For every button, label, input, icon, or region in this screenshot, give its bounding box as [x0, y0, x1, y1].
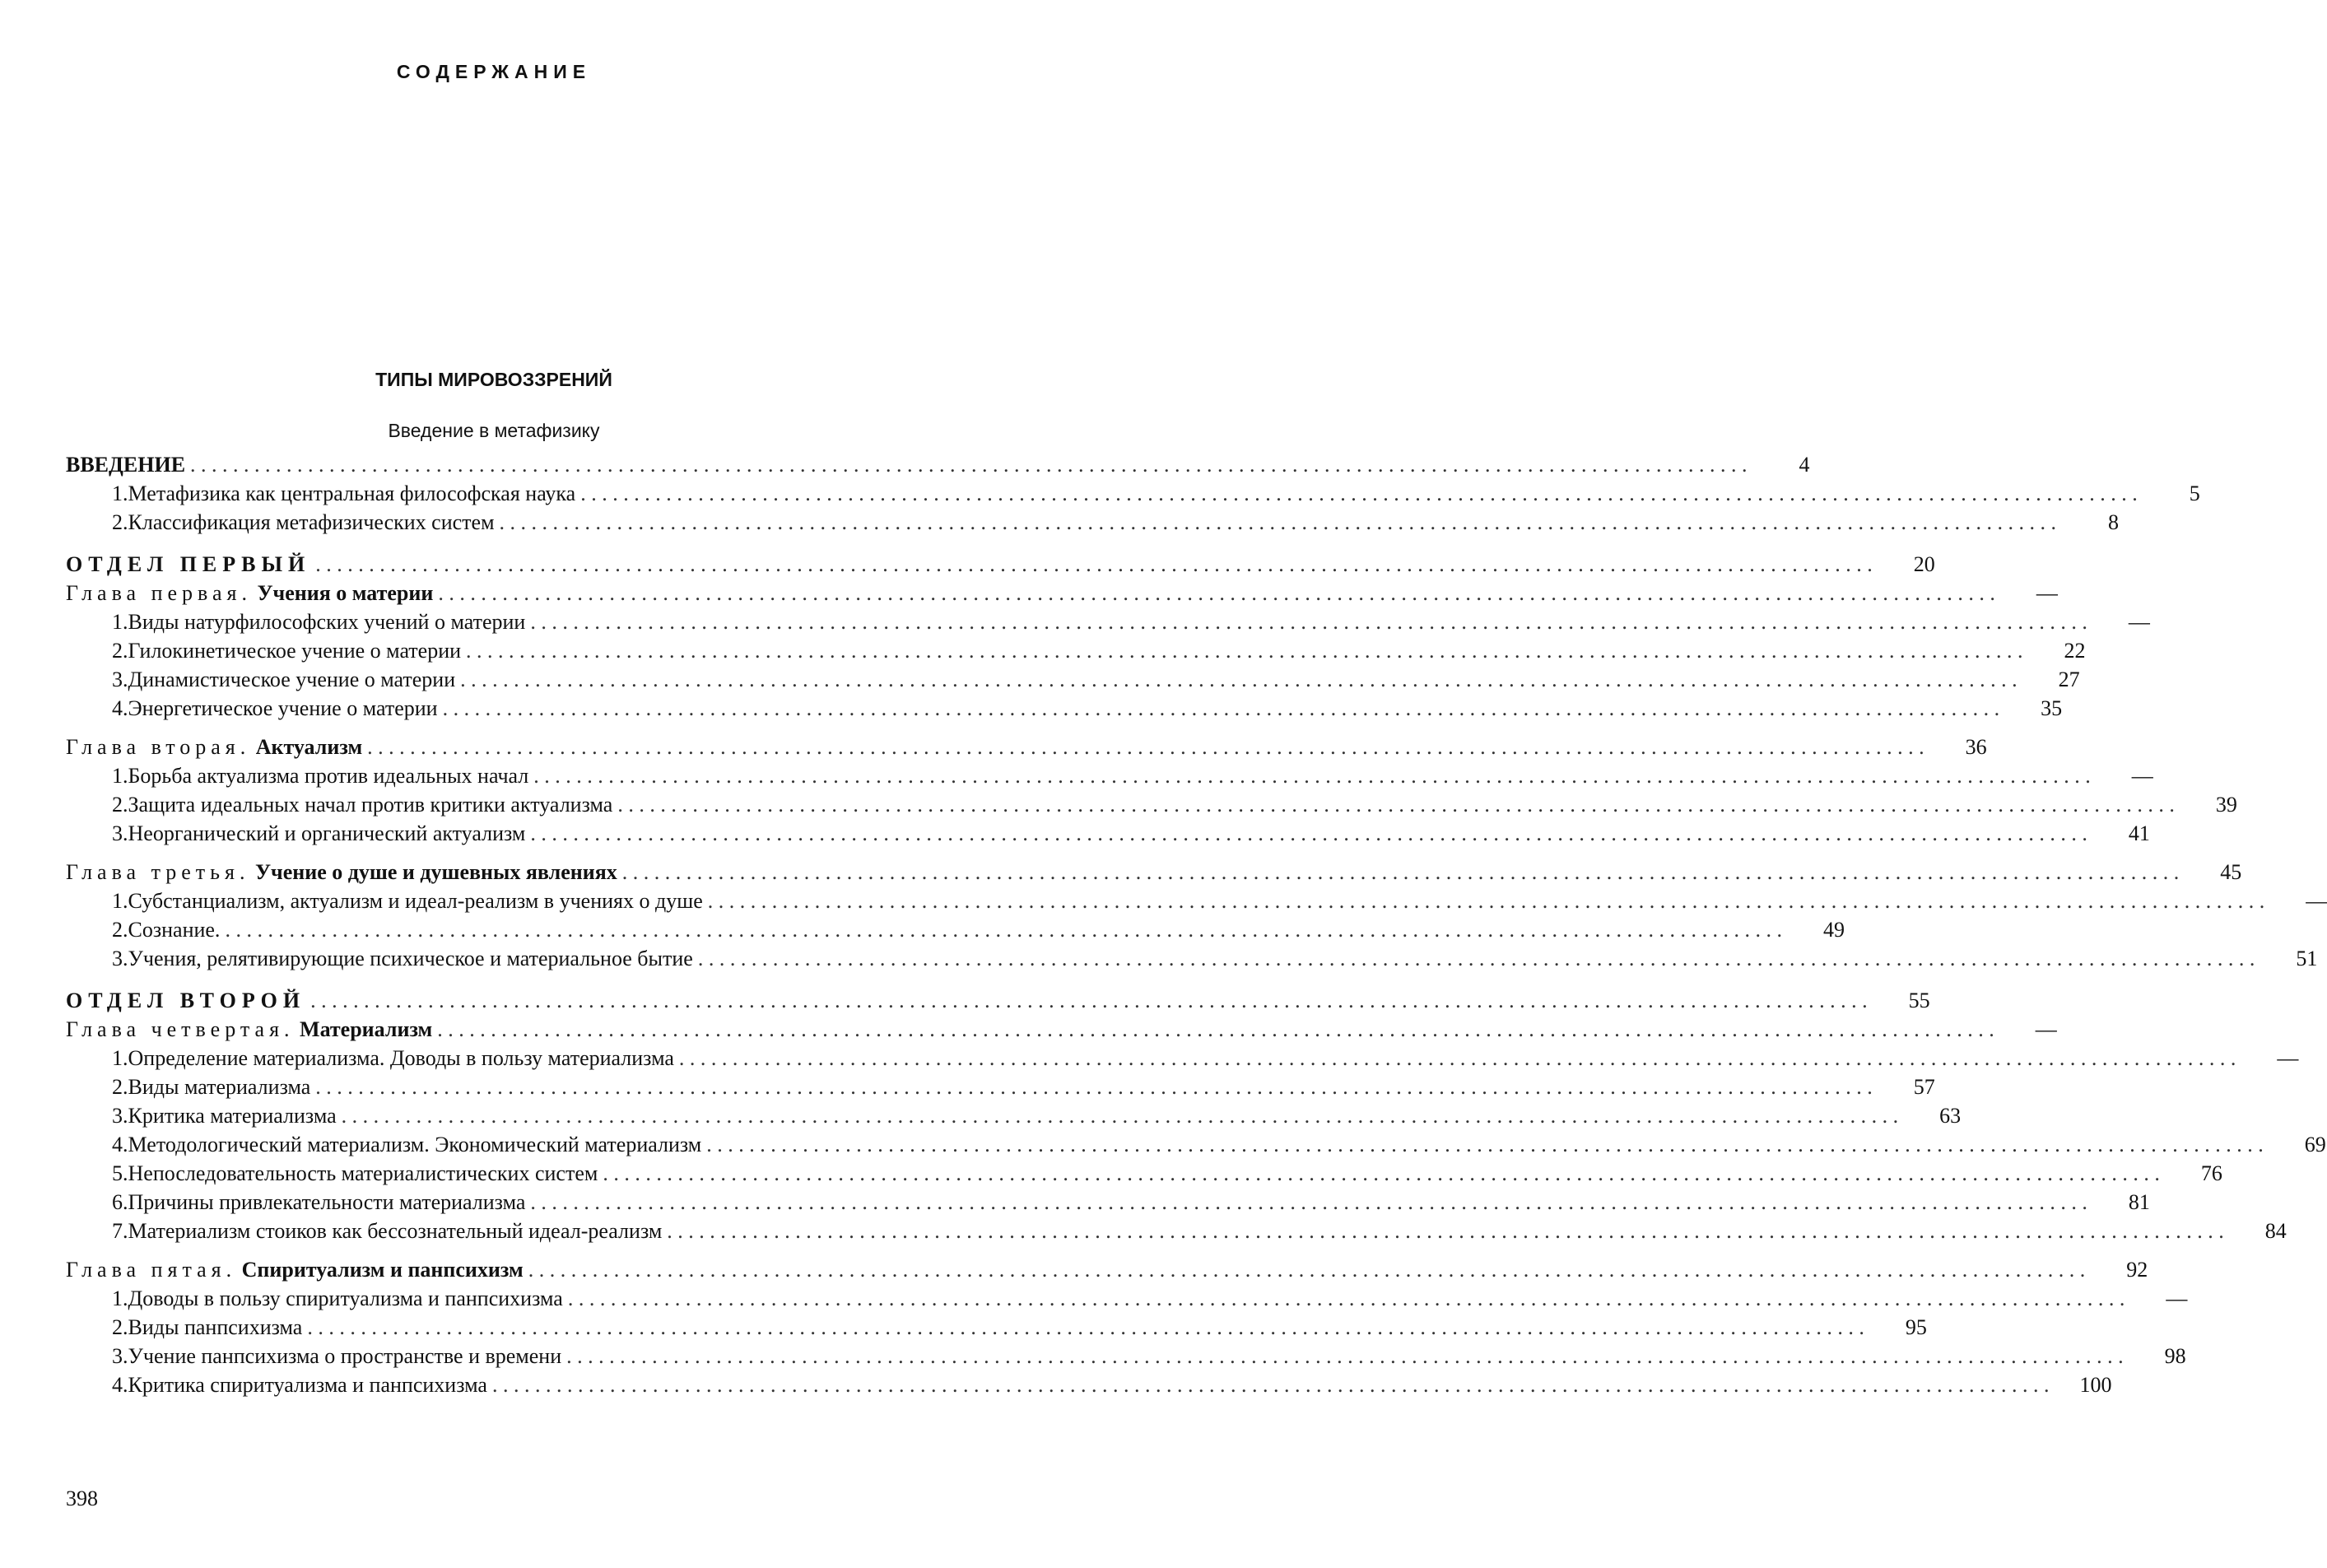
- toc-entry-label: Определение материализма. Доводы в пользу материализма: [128, 1046, 674, 1070]
- toc-page-ref: 39: [2215, 793, 2237, 817]
- toc-page-ref: 49: [1822, 918, 1845, 942]
- toc-item: [66, 639, 2086, 668]
- toc-entry-label: Учения, релятивирующие психическое и материальное бытие: [128, 947, 693, 970]
- toc-entry-label: ОТДЕЛ ПЕРВЫЙ: [66, 552, 311, 576]
- leader-dots: [525, 821, 2092, 846]
- toc-page-ref: —: [2277, 1046, 2299, 1070]
- toc-page-ref: —: [2035, 1017, 2057, 1041]
- item-number: 6.: [112, 1190, 128, 1214]
- toc-page-ref: 69: [2304, 1133, 2326, 1156]
- toc-entry-label: Метафизика как центральная философская наука: [128, 482, 576, 505]
- leader-dots: [432, 1017, 1999, 1042]
- toc-entry-label: Энергетическое учение о материи: [128, 696, 438, 720]
- leader-dots: [310, 552, 1878, 577]
- toc-item: [66, 1161, 2222, 1190]
- item-number: 3.: [112, 668, 128, 691]
- toc-item: [66, 1315, 1927, 1344]
- toc-entry-label: Непоследовательность материалистических систем: [128, 1161, 598, 1185]
- toc-item: [66, 1287, 2188, 1315]
- toc-entry-label: Учение панпсихизма о пространстве и времени: [128, 1344, 562, 1368]
- toc-page-ref: 84: [2264, 1219, 2287, 1243]
- toc-part-two: [66, 989, 1930, 1017]
- toc-page-ref: 76: [2200, 1161, 2222, 1185]
- item-number: 1.: [112, 764, 128, 788]
- toc-page-ref: 55: [1908, 989, 1930, 1012]
- contents-heading: СОДЕРЖАНИЕ: [396, 61, 592, 82]
- toc-entry-label: Неорганический и органический актуализм: [128, 821, 526, 845]
- toc-item: [66, 696, 2063, 725]
- leader-dots: [612, 793, 2180, 817]
- toc-entry-label: Сознание.: [128, 918, 221, 942]
- item-number: 1.: [112, 889, 128, 913]
- table-of-contents: [66, 453, 2327, 1402]
- item-number: 3.: [112, 947, 128, 970]
- item-number: 4.: [112, 1133, 128, 1156]
- chapter-heading: [66, 860, 617, 885]
- toc-item: [66, 947, 2318, 975]
- toc-item: [66, 1046, 2299, 1075]
- chapter-word: Глава пятая.: [66, 1258, 237, 1282]
- leader-dots: [461, 639, 2028, 663]
- toc-page-ref: 22: [2064, 639, 2086, 663]
- toc-entry-label: Причины привлекательности материализма: [128, 1190, 526, 1214]
- leader-dots: [495, 510, 2062, 535]
- toc-entry-label: Субстанциализм, актуализм и идеал-реализм в учениях о душе: [128, 889, 703, 913]
- toc-page-ref: 4: [1799, 453, 1810, 477]
- item-number: 1.: [112, 610, 128, 634]
- toc-item: [66, 889, 2327, 918]
- toc-page-ref: 8: [2108, 510, 2120, 534]
- chapter-word: Глава четвертая.: [66, 1017, 295, 1041]
- leader-dots: [220, 918, 1787, 942]
- toc-entry-label: Материализм стоиков как бессознательный идеал-реализм: [128, 1219, 663, 1243]
- toc-chapter-5: [66, 1258, 2148, 1287]
- toc-page-ref: —: [2128, 610, 2150, 634]
- leader-dots: [487, 1373, 2055, 1398]
- leader-dots: [525, 610, 2092, 635]
- leader-dots: [617, 860, 2185, 885]
- toc-page-ref: 95: [1905, 1315, 1927, 1339]
- leader-dots: [310, 1075, 1878, 1100]
- toc-page-ref: 35: [2041, 696, 2063, 720]
- toc-item: [66, 764, 2153, 793]
- book-title: ТИПЫ МИРОВОЗЗРЕНИЙ: [375, 369, 612, 390]
- leader-dots: [575, 482, 2143, 506]
- book-subtitle: Введение в метафизику: [388, 420, 600, 441]
- toc-page-ref: 20: [1913, 552, 1935, 576]
- toc-page-ref: 41: [2128, 821, 2150, 845]
- chapter-heading: [66, 581, 433, 606]
- toc-chapter-4: [66, 1017, 2057, 1046]
- item-number: 2.: [112, 639, 128, 663]
- toc-page-ref: 27: [2058, 668, 2080, 691]
- leader-dots: [433, 581, 2000, 606]
- item-number: 4.: [112, 1373, 128, 1397]
- item-number: 2.: [112, 918, 128, 942]
- toc-entry-label: Гилокинетическое учение о материи: [128, 639, 462, 663]
- chapter-heading: [66, 735, 362, 760]
- toc-item: [66, 1104, 1962, 1133]
- item-number: 1.: [112, 482, 128, 505]
- item-number: 2.: [112, 793, 128, 817]
- leader-dots: [455, 668, 2022, 692]
- toc-chapter-2: [66, 735, 1987, 764]
- toc-page-ref: —: [2036, 581, 2058, 605]
- toc-page-ref: 57: [1913, 1075, 1935, 1099]
- leader-dots: [362, 735, 1929, 760]
- item-number: 3.: [112, 1344, 128, 1368]
- leader-dots: [674, 1046, 2241, 1071]
- toc-entry-label: Динамистическое учение о материи: [128, 668, 456, 691]
- toc-entry-label: Доводы в пользу спиритуализма и панпсихизма: [128, 1287, 563, 1310]
- toc-page-ref: 36: [1965, 735, 1987, 759]
- toc-page-ref: 81: [2128, 1190, 2150, 1214]
- toc-page-ref: —: [2306, 889, 2327, 913]
- item-number: 1.: [112, 1287, 128, 1310]
- leader-dots: [563, 1287, 2130, 1311]
- leader-dots: [561, 1344, 2129, 1369]
- toc-entry-label: Виды натурфилософских учений о материи: [128, 610, 526, 634]
- toc-page-ref: —: [2131, 764, 2153, 788]
- toc-entry-label: Виды материализма: [128, 1075, 311, 1099]
- item-number: 4.: [112, 696, 128, 720]
- chapter-word: Глава первая.: [66, 581, 252, 605]
- toc-item: [66, 1219, 2287, 1248]
- toc-item: [66, 668, 2080, 696]
- leader-dots: [662, 1219, 2229, 1244]
- leader-dots: [438, 696, 2005, 721]
- chapter-heading: [66, 1017, 432, 1042]
- item-number: 2.: [112, 1075, 128, 1099]
- chapter-title: Учение о душе и душевных явлениях: [254, 860, 617, 884]
- toc-page-ref: 100: [2079, 1373, 2112, 1397]
- toc-entry-label: Классификация метафизических систем: [128, 510, 495, 534]
- item-number: 7.: [112, 1219, 128, 1243]
- toc-item: [66, 1190, 2150, 1219]
- toc-item: [66, 1075, 1935, 1104]
- toc-part-one: [66, 552, 1935, 581]
- item-number: 5.: [112, 1161, 128, 1185]
- toc-page-ref: 45: [2220, 860, 2242, 884]
- leader-dots: [703, 889, 2270, 914]
- toc-item: [66, 610, 2150, 639]
- toc-entry-label: Критика материализма: [128, 1104, 337, 1128]
- leader-dots: [701, 1133, 2269, 1157]
- page-number: 398: [66, 1487, 98, 1510]
- leader-dots: [337, 1104, 1904, 1128]
- toc-page-ref: 98: [2164, 1344, 2186, 1368]
- item-number: 3.: [112, 821, 128, 845]
- toc-chapter-1: [66, 581, 2058, 610]
- toc-entry-label: Виды панпсихизма: [128, 1315, 303, 1339]
- toc-page-ref: 5: [2189, 482, 2200, 505]
- chapter-word: Глава вторая.: [66, 735, 251, 759]
- toc-item: [66, 918, 1845, 947]
- toc-page-ref: —: [2166, 1287, 2188, 1310]
- chapter-title: Спиритуализм и панпсихизм: [241, 1258, 524, 1282]
- toc-entry-label: Критика спиритуализма и панпсихизма: [128, 1373, 487, 1397]
- toc-item: [66, 1133, 2326, 1161]
- item-number: 1.: [112, 1046, 128, 1070]
- toc-item: [66, 482, 2200, 510]
- item-number: 2.: [112, 510, 128, 534]
- chapter-title: Актуализм: [255, 735, 363, 759]
- chapter-title: Материализм: [300, 1017, 433, 1041]
- leader-dots: [693, 947, 2260, 971]
- toc-item: [66, 510, 2120, 539]
- leader-dots: [185, 453, 1752, 477]
- toc-page-ref: 63: [1939, 1104, 1962, 1128]
- item-number: 3.: [112, 1104, 128, 1128]
- toc-page-ref: 92: [2126, 1258, 2148, 1282]
- leader-dots: [525, 1190, 2092, 1215]
- toc-entry-label: Защита идеальных начал против критики актуализма: [128, 793, 613, 817]
- toc-item: [66, 821, 2150, 850]
- chapter-heading: [66, 1258, 524, 1282]
- leader-dots: [598, 1161, 2165, 1186]
- toc-chapter-3: [66, 860, 2242, 889]
- chapter-word: Глава третья.: [66, 860, 250, 884]
- chapter-title: Учения о материи: [257, 581, 434, 605]
- leader-dots: [524, 1258, 2091, 1282]
- toc-item: [66, 1373, 2112, 1402]
- toc-item: [66, 1344, 2186, 1373]
- toc-entry-label: ВВЕДЕНИЕ: [66, 453, 186, 477]
- item-number: 2.: [112, 1315, 128, 1339]
- toc-item: [66, 793, 2237, 821]
- leader-dots: [302, 1315, 1869, 1340]
- leader-dots: [528, 764, 2096, 789]
- toc-page-ref: 51: [2296, 947, 2318, 970]
- leader-dots: [305, 989, 1873, 1013]
- toc-intro: [66, 453, 1810, 482]
- toc-entry-label: Методологический материализм. Экономический материализм: [128, 1133, 702, 1156]
- toc-entry-label: Борьба актуализма против идеальных начал: [128, 764, 529, 788]
- toc-entry-label: ОТДЕЛ ВТОРОЙ: [66, 989, 306, 1012]
